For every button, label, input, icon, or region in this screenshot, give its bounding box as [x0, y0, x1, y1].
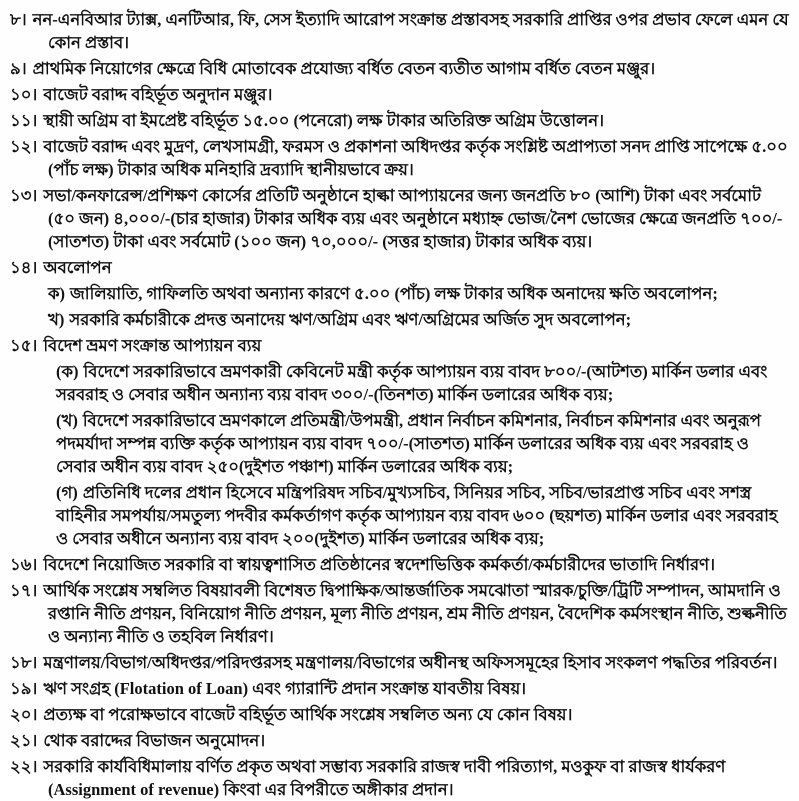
item-text: সরকারি কার্যবিধিমালায় বর্ণিত প্রকৃত অথবা সম্ভাব্য সরকারি রাজস্ব দাবী পরিত্যাগ, মওকুফ বা রাজস্ব ধার্যকরণ (Assignment of revenue) কিংবা এর বিপরীতে অঙ্গীকার প্রদান। — [43, 757, 726, 799]
item-text: মন্ত্রণালয়/বিভাগ/অধিদপ্তর/পরিদপ্তরসহ মন্ত্রণালয়/বিভাগের অধীনস্থ অফিসসমূহের হিসাব সংকলণ পদ্ধতির পরিবর্তন। — [43, 653, 778, 672]
item-number: ১২। — [10, 137, 38, 156]
list-item — [10, 57, 789, 80]
sub-item-label: (গ) — [56, 483, 78, 502]
item-text: বাজেট বরাদ্দ এবং মুদ্রণ, লেখসামগ্রী, ফরমস ও প্রকাশনা অধিদপ্তর কর্তৃক সংশ্লিষ্ট অপ্রাপ্যতা সনদ প্রাপ্তি সাপেক্ষে ৫.০০ (পাঁচ লক্ষ) টাকার অধিক মনিহারি দ্রব্যাদি স্থানীয়ভাবে ক্রয়। — [43, 137, 788, 179]
sub-item-label: খ) — [48, 310, 65, 329]
sub-item-label: (খ) — [56, 411, 78, 430]
list-item — [10, 677, 789, 700]
sub-item-text: বিদেশে সরকারিভাবে ভ্রমণকালে প্রতিমন্ত্রী/উপমন্ত্রী, প্রধান নির্বাচন কমিশনার, নির্বাচন কমিশনার এবং অনুরূপ পদমর্যাদা সম্পন্ন ব্যক্তি কর্তৃক আপ্যায়ন ব্যয় বাবদ ৭০০/-(সাতশত) মার্কিন ডলারের অধিক ব্যয় এবং সরবরাহ ও সেবার অধীন ব্যয় বাবদ ২৫০(দুইশত পঞ্চাশ) মার্কিন ডলারের অধিক ব্যয়; — [56, 411, 761, 476]
item-text: বাজেট বরাদ্দ বহির্ভূত অনুদান মঞ্জুর। — [43, 85, 273, 104]
item-text: ঋণ সংগ্রহ (Flotation of Loan) এবং গ্যারান্টি প্রদান সংক্রান্ত যাবতীয় বিষয়। — [43, 679, 527, 698]
item-text: নন-এনবিআর ট্যাক্স, এনটিআর, ফি, সেস ইত্যাদি আরোপ সংক্রান্ত প্রস্তাবসহ সরকারি প্রাপ্তির ওপর প্রভাব ফেলে এমন যে কোন প্রস্তাব। — [32, 10, 789, 52]
item-number: ২১। — [10, 731, 38, 750]
item-number: ১৬। — [10, 555, 38, 574]
sub-item-text: সরকারি কর্মচারীকে প্রদত্ত অনাদেয় ঋণ/অগ্রিম এবং ঋণ/অগ্রিমের অর্জিত সুদ অবলোপন; — [69, 310, 632, 329]
item-number: ১৩। — [10, 186, 38, 205]
item-text: বিদেশে নিয়োজিত সরকারি বা স্বায়ত্বশাসিত প্রতিষ্ঠানের স্বদেশভিত্তিক কর্মকর্তা/কর্মচারীদের ভাতাদি নির্ধারণ। — [43, 555, 715, 574]
item-number: ১০। — [10, 85, 38, 104]
sub-item-label: (ক) — [56, 362, 79, 381]
item-number: ১১। — [10, 111, 38, 130]
list-item — [10, 729, 789, 752]
item-number: ২২। — [10, 757, 38, 776]
item-text: সভা/কনফারেন্স/প্রশিক্ষণ কোর্সের প্রতিটি অনুষ্ঠানে হাল্কা আপ্যায়নের জন্য জনপ্রতি ৮০ (আশি) টাকা এবং সর্বমোট (৫০ জন) ৪,০০০/-(চার হাজার) টাকার অধিক ব্যয় এবং অনুষ্ঠানে মধ্যাহ্ন ভোজ/নৈশ ভোজের ক্ষেত্রে জনপ্রতি ৭০০/-(সাতশত) টাকা এবং সর্বমোট (১০০ জন) ৭০,০০০/- (সত্তর হাজার) টাকার অধিক ব্যয়। — [43, 186, 783, 251]
list-item — [10, 703, 789, 726]
sub-item-text: প্রতিনিধি দলের প্রধান হিসেবে মন্ত্রিপরিষদ সচিব/মুখ্যসচিব, সিনিয়র সচিব, সচিব/ভারপ্রাপ্ত সচিব এবং সশস্ত্র বাহিনীর সমপর্যায়/সমতুল্য পদবীর কর্মকর্তাগণ কর্তৃক আপ্যায়ন ব্যয় বাবদ ৬০০ (ছয়শত) মার্কিন ডলার এবং সরবরাহ ও সেবার অধীনে অন্যান্য ব্যয় বাবদ ২০০(দুইশত) মার্কিন ডলারের অধিক ব্যয়; — [56, 483, 778, 548]
list-item — [10, 256, 789, 331]
list-item — [10, 553, 789, 576]
list-item — [10, 109, 789, 132]
sub-list-item — [48, 308, 789, 331]
list-item — [10, 8, 789, 54]
item-text: প্রাথমিক নিয়োগের ক্ষেত্রে বিধি মোতাবেক প্রযোজ্য বর্ধিত বেতন ব্যতীত আগাম বর্ধিত বেতন মঞ্জুর। — [32, 59, 656, 78]
item-number: ১৪। — [10, 258, 38, 277]
item-number: ২০। — [10, 705, 38, 724]
list-item — [10, 83, 789, 106]
list-item — [10, 135, 789, 181]
list-item — [10, 651, 789, 674]
item-number: ১৯। — [10, 679, 38, 698]
item-number: ৮। — [10, 10, 27, 29]
list-item — [10, 184, 789, 253]
item-text: প্রত্যক্ষ বা পরোক্ষভাবে বাজেট বহির্ভূত আর্থিক সংশ্লেষ সম্বলিত অন্য যে কোন বিষয়। — [43, 705, 573, 724]
item-text: স্থায়ী অগ্রিম বা ইমপ্রেষ্ট বহির্ভূত ১৫.০০ (পনেরো) লক্ষ টাকার অতিরিক্ত অগ্রিম উত্তোলন। — [43, 111, 605, 130]
item-text: থোক বরাদ্দের বিভাজন অনুমোদন। — [43, 731, 266, 750]
sub-item-text: বিদেশে সরকারিভাবে ভ্রমণকারী কেবিনেট মন্ত্রী কর্তৃক আপ্যায়ন ব্যয় বাবদ ৮০০/-(আটশত) মার্কিন ডলার এবং সরবরাহ ও সেবার অধীন অন্যান্য ব্যয় বাবদ ৩০০/-(তিনশত) মার্কিন ডলারের অধিক ব্যয়; — [56, 362, 768, 404]
sub-list-item — [56, 360, 789, 406]
sub-list-item — [56, 409, 789, 478]
item-number: ১৫। — [10, 336, 38, 355]
item-text: অবলোপন — [43, 258, 112, 277]
item-text: আর্থিক সংশ্লেষ সম্বলিত বিষয়াবলী বিশেষত দ্বিপাক্ষিক/আন্তর্জাতিক সমঝোতা স্মারক/চুক্তি/ট্রিটি সম্পাদন, আমদানি ও রপ্তানি নীতি প্রণয়ন, বিনিয়োগ নীতি প্রণয়ন, মূল্য নীতি প্রণয়ন, শ্রম নীতি প্রণয়ন, বৈদেশিক কর্মসংস্থান নীতি, শুল্কনীতি ও অন্যান্য নীতি ও তহবিল নির্ধারণ। — [43, 581, 787, 646]
item-text: বিদেশ ভ্রমণ সংক্রান্ত আপ্যায়ন ব্যয় — [43, 336, 262, 355]
sub-list-item — [56, 481, 789, 550]
item-number: ৯। — [10, 59, 27, 78]
list-item — [10, 579, 789, 648]
sub-item-label: ক) — [48, 284, 66, 303]
list-item — [10, 334, 789, 550]
list-item — [10, 755, 789, 801]
item-number: ১৭। — [10, 581, 38, 600]
sub-list-item — [48, 282, 789, 305]
sub-item-text: জালিয়াতি, গাফিলতি অথবা অন্যান্য কারণে ৫.০০ (পাঁচ) লক্ষ টাকার অধিক অনাদেয় ক্ষতি অবলোপন; — [70, 284, 718, 303]
item-number: ১৮। — [10, 653, 38, 672]
